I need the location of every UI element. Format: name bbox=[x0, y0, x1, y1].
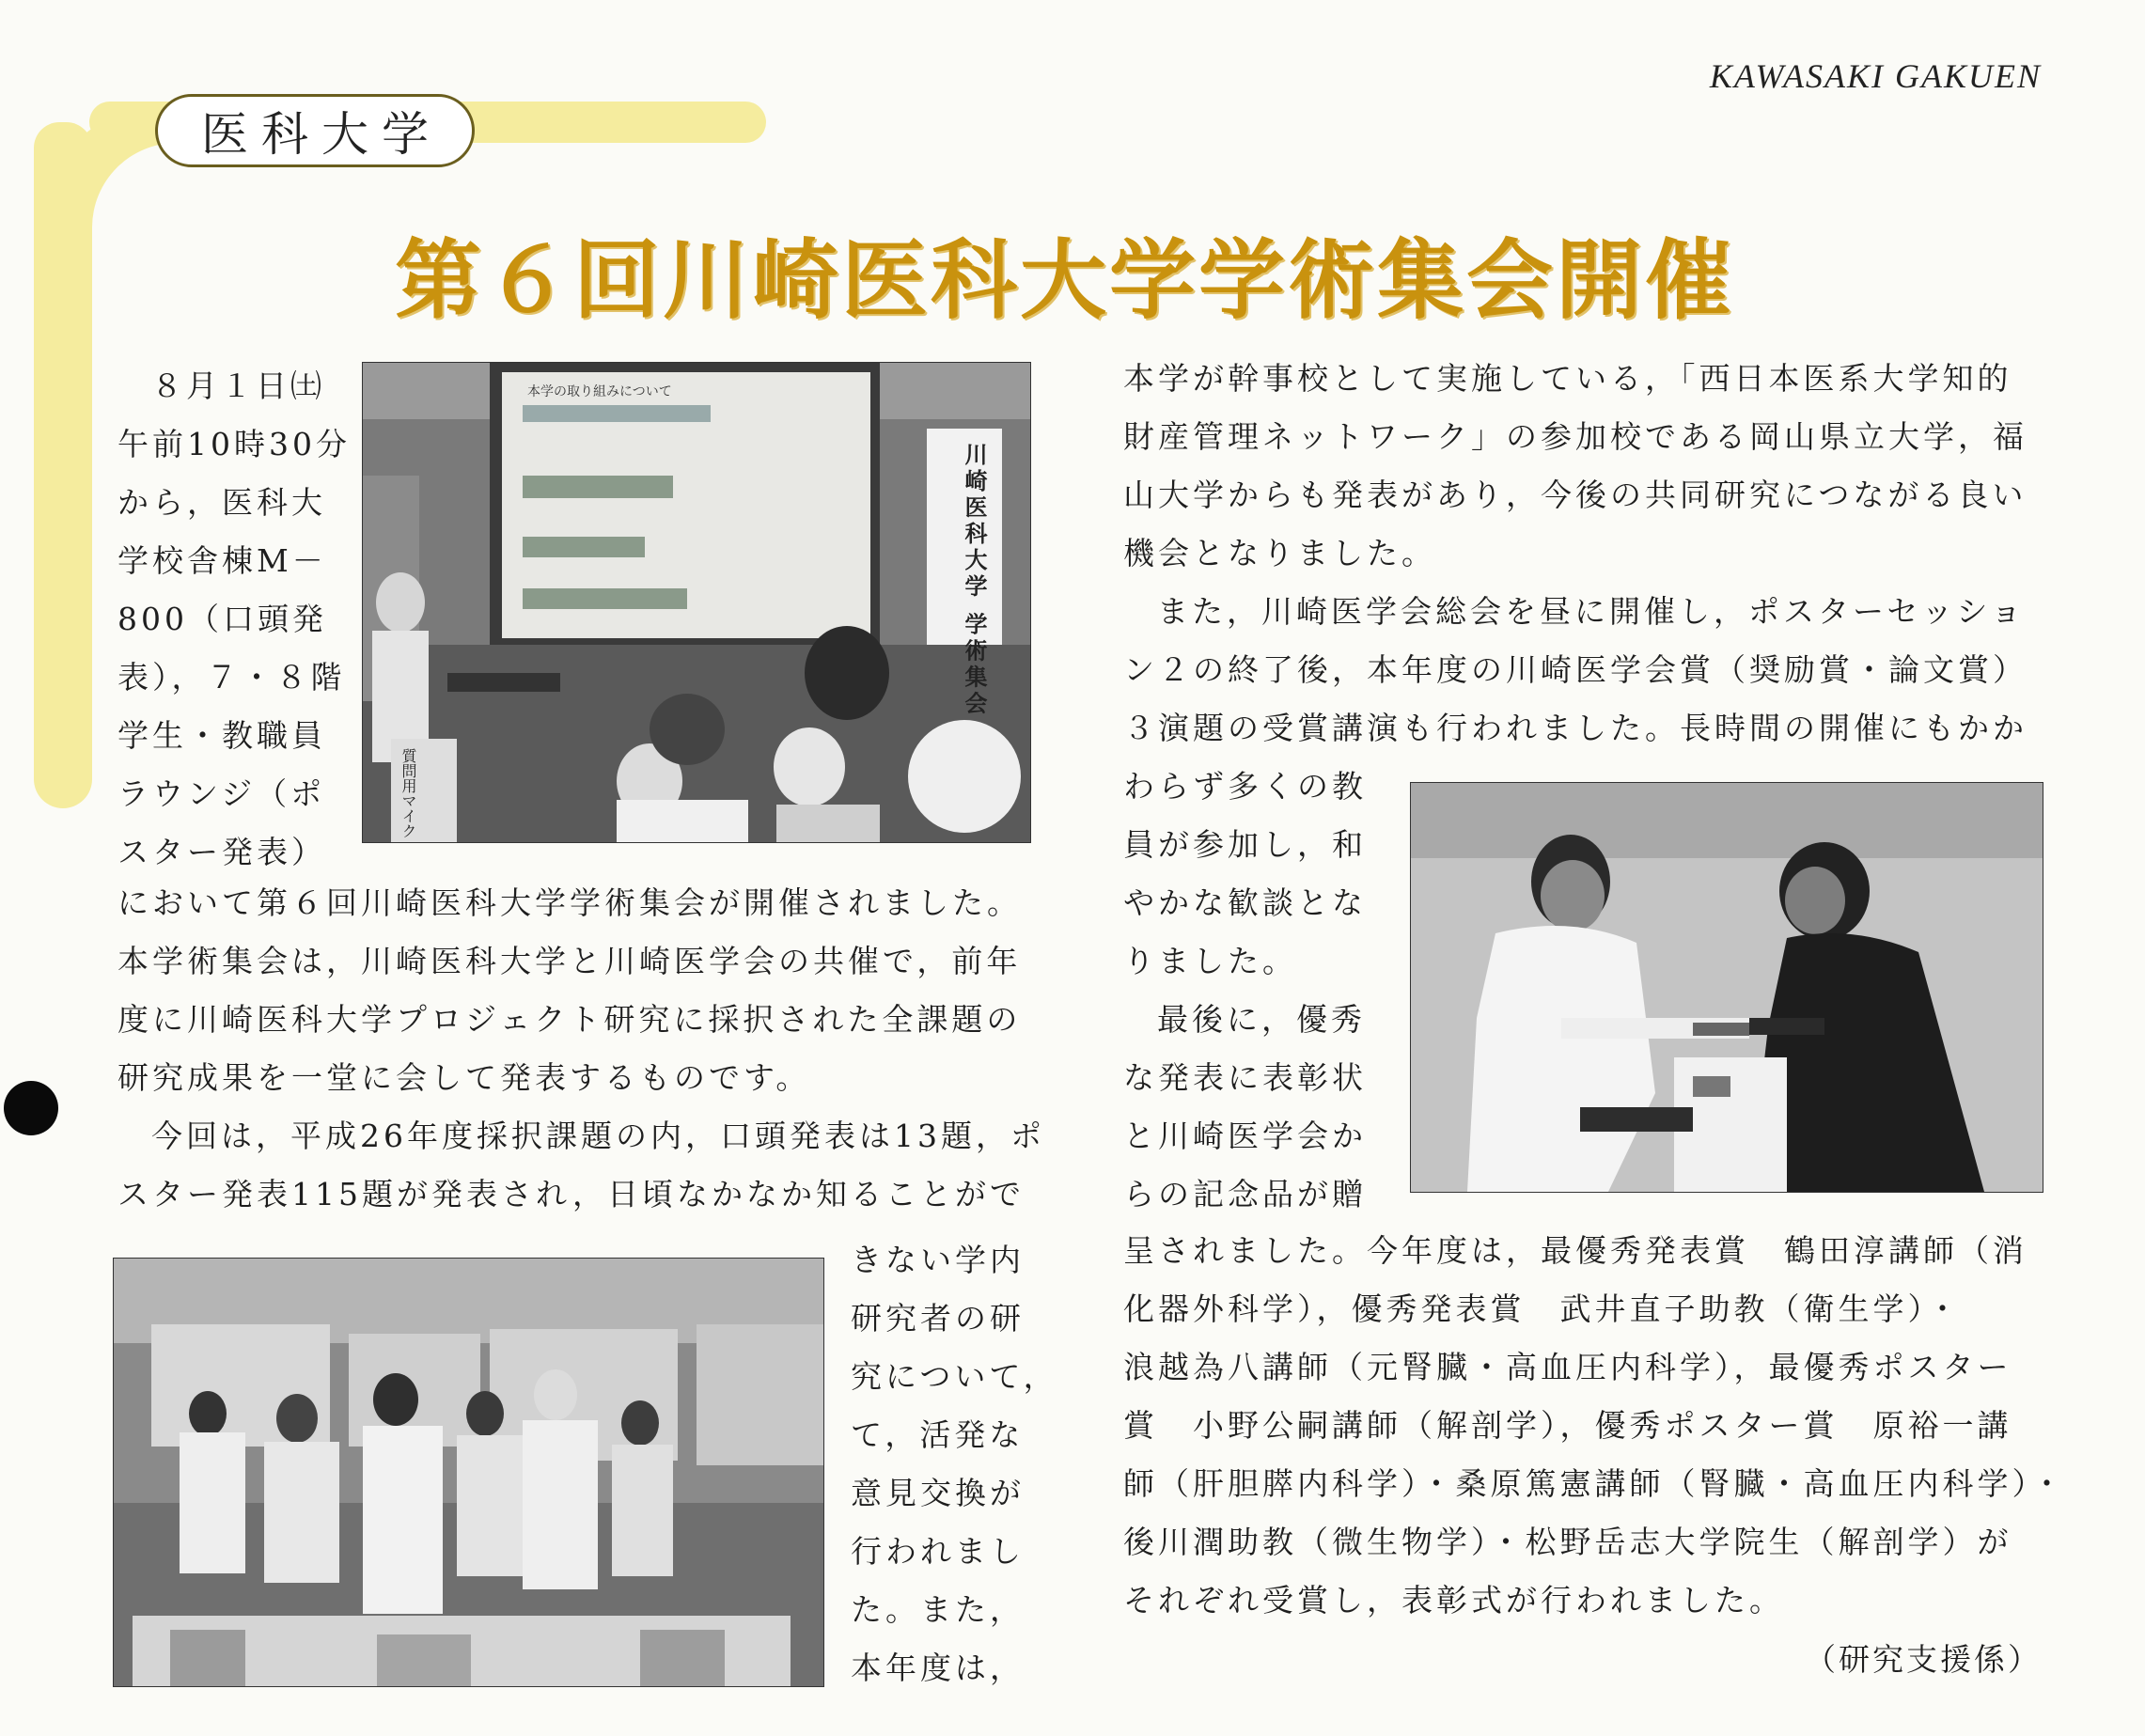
text-line: 師（肝胆膵内科学）・桑原篤憲講師（腎臓・高血圧内科学）・ bbox=[1123, 1465, 2066, 1502]
left-bottom-text bbox=[851, 1231, 1058, 1697]
photo-lecture bbox=[362, 362, 1031, 843]
text-line: りました。 bbox=[1123, 943, 1297, 979]
left-full-text bbox=[117, 874, 1045, 1224]
poster-photo-image bbox=[114, 1259, 823, 1686]
text-line: 浪越為八講師（元腎臓・高血圧内科学），最優秀ポスター bbox=[1123, 1349, 2012, 1385]
right-bottom-text bbox=[1123, 1222, 2066, 1630]
section-tag: 医科大学 bbox=[155, 94, 475, 167]
text-line: 本学が幹事校として実施している，「西日本医系大学知的 bbox=[1123, 360, 2012, 397]
headline: 第６回川崎医科大学学術集会開催 bbox=[395, 229, 1735, 331]
text-line: 研究成果を一堂に会して発表するものです。 bbox=[117, 1059, 811, 1096]
text-line: 本学術集会は，川崎医科大学と川崎医学会の共催で，前年 bbox=[117, 943, 1022, 979]
text-line: やかな歓談とな bbox=[1123, 884, 1367, 921]
text-line: 化器外科学），優秀発表賞 武井直子助教（衛生学）・ bbox=[1123, 1290, 1962, 1327]
text-line: わらず多くの教 bbox=[1123, 768, 1367, 805]
text-line: 本年度は， bbox=[851, 1650, 1025, 1686]
text-line: と川崎医学会か bbox=[1123, 1118, 1367, 1154]
text-line: スター発表） bbox=[117, 834, 326, 870]
text-line: 究について， bbox=[851, 1358, 1058, 1395]
text-line: また，川崎医学会総会を昼に開催し，ポスターセッショ bbox=[1157, 593, 2026, 630]
text-line: 研究者の研 bbox=[851, 1300, 1025, 1337]
slide-title: 本学の取り組みについて bbox=[527, 384, 672, 399]
punch-hole bbox=[4, 1081, 58, 1135]
brand-title: KAWASAKI GAKUEN bbox=[1709, 57, 2042, 95]
text-line: 行われまし bbox=[851, 1533, 1025, 1570]
text-line: ３演題の受賞講演も行われました。長時間の開催にもかか bbox=[1123, 710, 2028, 746]
right-top-text bbox=[1123, 350, 2028, 758]
photo-award-ceremony bbox=[1410, 782, 2043, 1193]
text-line: スター発表115題が発表され，日頃なかなか知ることがで bbox=[117, 1176, 1025, 1212]
text-line: きない学内 bbox=[851, 1242, 1025, 1278]
accent-bar-vertical bbox=[34, 122, 92, 808]
text-line: て，活発な bbox=[851, 1416, 1025, 1453]
mic-sign: 質問用マイク bbox=[399, 748, 417, 838]
text-line: ン２の終了後，本年度の川崎医学会賞（奨励賞・論文賞） bbox=[1123, 651, 2028, 688]
text-line: た。また， bbox=[851, 1591, 1025, 1628]
text-line: 機会となりました。 bbox=[1123, 535, 1436, 571]
text-line: ラウンジ（ポ bbox=[117, 775, 326, 812]
text-line: 表），７・８階 bbox=[117, 659, 346, 696]
text-line: 財産管理ネットワーク」の参加校である岡山県立大学，福 bbox=[1123, 418, 2028, 455]
event-banner: 川崎医科大学 学術集会 bbox=[961, 443, 988, 718]
text-line: 後川潤助教（微生物学）・松野岳志大学院生（解剖学）が bbox=[1123, 1524, 2012, 1560]
text-line: な発表に表彰状 bbox=[1123, 1059, 1367, 1096]
left-narrow-text bbox=[117, 357, 351, 882]
text-line: 学生・教職員 bbox=[117, 717, 326, 754]
text-line: 呈されました。今年度は，最優秀発表賞 鶴田淳講師（消 bbox=[1123, 1232, 2028, 1269]
text-line: から，医科大 bbox=[117, 484, 326, 521]
lecture-photo-image bbox=[363, 363, 1030, 842]
text-line: 午前10時30分 bbox=[117, 426, 351, 462]
text-line: 山大学からも発表があり，今後の共同研究につながる良い bbox=[1123, 477, 2028, 513]
accent-bar-mask bbox=[92, 143, 280, 331]
text-line: 員が参加し，和 bbox=[1123, 826, 1367, 863]
text-line: らの記念品が贈 bbox=[1123, 1176, 1367, 1212]
right-narrow-text bbox=[1123, 758, 1367, 1224]
text-line: 度に川崎医科大学プロジェクト研究に採択された全課題の bbox=[117, 1001, 1022, 1038]
text-line: 最後に，優秀 bbox=[1157, 1001, 1366, 1038]
text-line: 賞 小野公嗣講師（解剖学），優秀ポスター賞 原裕一講 bbox=[1123, 1407, 2012, 1444]
text-line: 800（口頭発 bbox=[117, 601, 327, 637]
award-photo-image bbox=[1411, 783, 2043, 1192]
text-line: それぞれ受賞し，表彰式が行われました。 bbox=[1123, 1582, 1784, 1619]
credit: （研究支援係） bbox=[1805, 1641, 2042, 1678]
text-line: 学校舎棟M－ bbox=[117, 542, 327, 579]
text-line: 意見交換が bbox=[851, 1475, 1025, 1511]
photo-poster-session bbox=[113, 1258, 824, 1687]
text-line: において第６回川崎医科大学学術集会が開催されました。 bbox=[117, 884, 1022, 921]
text-line: 今回は，平成26年度採択課題の内，口頭発表は13題，ポ bbox=[151, 1118, 1045, 1154]
text-line: ８月１日㈯ bbox=[151, 368, 325, 404]
